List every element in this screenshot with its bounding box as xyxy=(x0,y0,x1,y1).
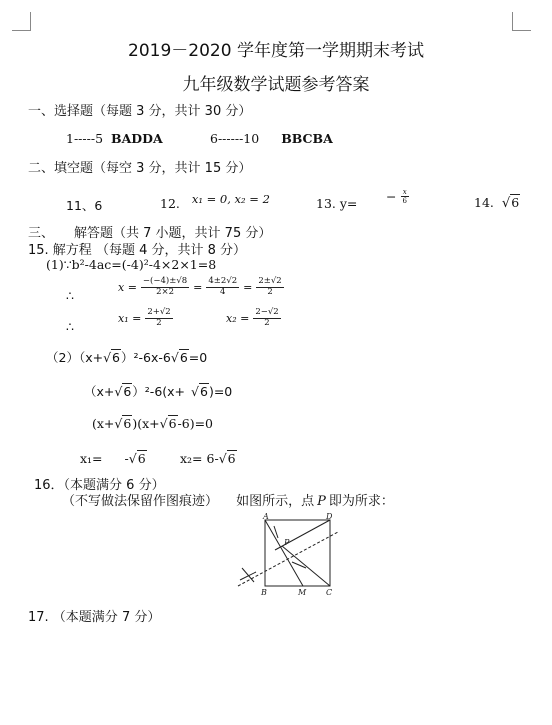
solution-x1 xyxy=(118,308,173,329)
p2-l2-sqrt6: 6 xyxy=(123,384,132,399)
p2-l3-c: -6)=0 xyxy=(177,416,214,431)
sqrt-symbol: √ xyxy=(191,384,199,399)
sqrt-symbol: √ xyxy=(103,350,112,365)
answer-13-fraction xyxy=(386,188,409,205)
p2-x1-label: x₁= xyxy=(80,451,103,466)
answer-14 xyxy=(474,195,520,211)
fraction-2-den: 4 xyxy=(220,286,226,297)
therefore-symbol-1: ∴ xyxy=(66,288,74,303)
answer-1-5-label: 1-----5 xyxy=(66,131,104,146)
corner-mark-top-right xyxy=(512,12,531,31)
p2-l3-sqrt6: 6 xyxy=(123,416,132,431)
q16-answer-prefix: 如图所示，点 xyxy=(236,494,315,509)
answer-13-label: 13. y= xyxy=(316,196,358,211)
section-2-heading: 二、填空题（每空 3 分，共计 15 分） xyxy=(28,161,252,176)
p2-x2-label: x₂= 6- xyxy=(180,451,219,466)
question-15-part-2-line-1 xyxy=(46,348,207,366)
fraction-2 xyxy=(206,277,239,298)
page-title: 2019－2020 学年度第一学期期末考试 xyxy=(128,41,424,61)
line-a-to-m xyxy=(265,520,303,586)
answer-13-denominator: 6 xyxy=(402,197,407,206)
figure-label-m: M xyxy=(298,588,307,597)
question-17-heading: 17. （本题满分 7 分） xyxy=(28,610,161,625)
sqrt-symbol: √ xyxy=(170,350,179,365)
p2-l1-c: =0 xyxy=(188,350,208,365)
p2-x1-sqrt6: 6 xyxy=(137,451,146,466)
equals-2: = xyxy=(243,280,253,294)
p2-x2-sqrt6: 6 xyxy=(227,451,236,466)
corner-mark-top-left xyxy=(12,12,31,31)
question-15-part-2-x1 xyxy=(80,451,147,466)
geometry-figure xyxy=(230,510,340,600)
sqrt-symbol: √ xyxy=(501,196,511,211)
figure-label-b: B xyxy=(261,588,267,597)
section-3-heading-num: 三、 xyxy=(28,226,55,241)
answer-13 xyxy=(316,196,357,211)
solution-x2 xyxy=(226,308,281,329)
fraction-3-num: 2±√2 xyxy=(258,276,282,286)
fraction-2-num: 4±2√2 xyxy=(208,276,238,286)
p2-l1-a: （2）（x+ xyxy=(46,350,104,365)
answer-12-value: x₁ = 0, x₂ = 2 xyxy=(191,192,270,206)
fraction-1-num: −(−4)±√8 xyxy=(142,276,188,286)
x2-fraction xyxy=(253,308,280,329)
page-subtitle: 九年级数学试题参考答案 xyxy=(182,75,370,95)
section-3-heading: 解答题（共 7 小题，共计 75 分） xyxy=(74,226,272,241)
figure-label-c: C xyxy=(326,588,333,597)
sqrt-symbol: √ xyxy=(114,384,123,399)
sqrt-symbol: √ xyxy=(114,416,123,431)
question-16-heading: 16．（本题满分 6 分） xyxy=(34,478,165,493)
answer-1-5 xyxy=(66,131,163,146)
answer-13-frac xyxy=(400,188,408,205)
answer-14-label: 14. xyxy=(474,195,494,210)
p2-l2-sqrt6b: 6 xyxy=(200,384,208,399)
p2-l3-a: (x+ xyxy=(92,416,115,431)
quadratic-formula-line xyxy=(118,277,284,298)
question-15-line-1: (1)∵b²-4ac=(-4)²-4×2×1=8 xyxy=(46,257,217,272)
p2-l3-sqrt6b: 6 xyxy=(168,416,177,431)
p2-l2-b: ）²-6(x+ xyxy=(132,384,186,399)
cross-mark-b xyxy=(240,572,256,580)
question-15-part-2-x2 xyxy=(180,451,237,466)
answer-12 xyxy=(160,191,270,211)
answer-1-5-value: BADDA xyxy=(111,131,163,146)
section-1-heading: 一、选择题（每题 3 分，共计 30 分） xyxy=(28,104,252,119)
p2-l2-c: )=0 xyxy=(208,384,233,399)
x1-fraction-num: 2+√2 xyxy=(147,307,171,317)
p2-l1-b: ）²-6x-6 xyxy=(121,350,171,365)
answer-13-sign: − xyxy=(386,189,397,205)
q16-point-p: P xyxy=(317,494,326,509)
sqrt-symbol: √ xyxy=(128,451,137,466)
question-15-part-2-line-2 xyxy=(84,382,232,400)
answer-6-10 xyxy=(210,131,333,146)
sqrt-symbol: √ xyxy=(218,451,227,466)
answer-14-value: 6 xyxy=(511,195,520,210)
p2-l1-sqrt6: 6 xyxy=(112,350,120,365)
cross-mark-a xyxy=(242,568,254,582)
p2-l1-sqrt6b: 6 xyxy=(179,350,188,365)
answer-12-label: 12. xyxy=(160,196,180,211)
x1-fraction xyxy=(145,308,172,329)
question-15-part-2-line-3 xyxy=(92,416,213,431)
sqrt-symbol: √ xyxy=(159,416,168,431)
q16-answer-suffix: 即为所求： xyxy=(328,494,394,509)
x1-lhs: x₁ = xyxy=(118,311,142,325)
answer-6-10-value: BBCBA xyxy=(281,131,333,146)
answer-11: 11、6 xyxy=(66,198,103,213)
therefore-symbol-2: ∴ xyxy=(66,319,74,334)
fraction-3 xyxy=(256,277,283,298)
fraction-1 xyxy=(141,277,189,298)
fraction-3-den: 2 xyxy=(267,286,273,297)
figure-label-a: A xyxy=(263,512,269,521)
answer-13-numerator: x xyxy=(402,188,407,196)
arc-mark-2 xyxy=(292,562,306,568)
x2-fraction-den: 2 xyxy=(264,317,270,328)
x2-lhs: x₂ = xyxy=(226,311,250,325)
figure-label-d: D xyxy=(326,512,333,521)
line-p-to-c xyxy=(282,546,330,586)
fraction-1-den: 2×2 xyxy=(156,286,175,297)
q16-note: （不写做法保留作图痕迹） xyxy=(62,494,219,509)
p2-x1-minus: - xyxy=(124,451,129,466)
answer-6-10-label: 6------10 xyxy=(210,131,260,146)
p2-l3-b: )(x+ xyxy=(132,416,160,431)
x2-fraction-num: 2−√2 xyxy=(255,307,279,317)
question-16-text xyxy=(62,490,394,509)
equals-1: = xyxy=(193,280,203,294)
x1-fraction-den: 2 xyxy=(156,317,162,328)
p2-l2-a: （x+ xyxy=(84,384,115,399)
x-lhs: x = xyxy=(118,280,137,294)
question-15-heading: 15. 解方程 （每题 4 分，共计 8 分） xyxy=(28,243,247,258)
figure-label-p: P xyxy=(284,538,290,547)
